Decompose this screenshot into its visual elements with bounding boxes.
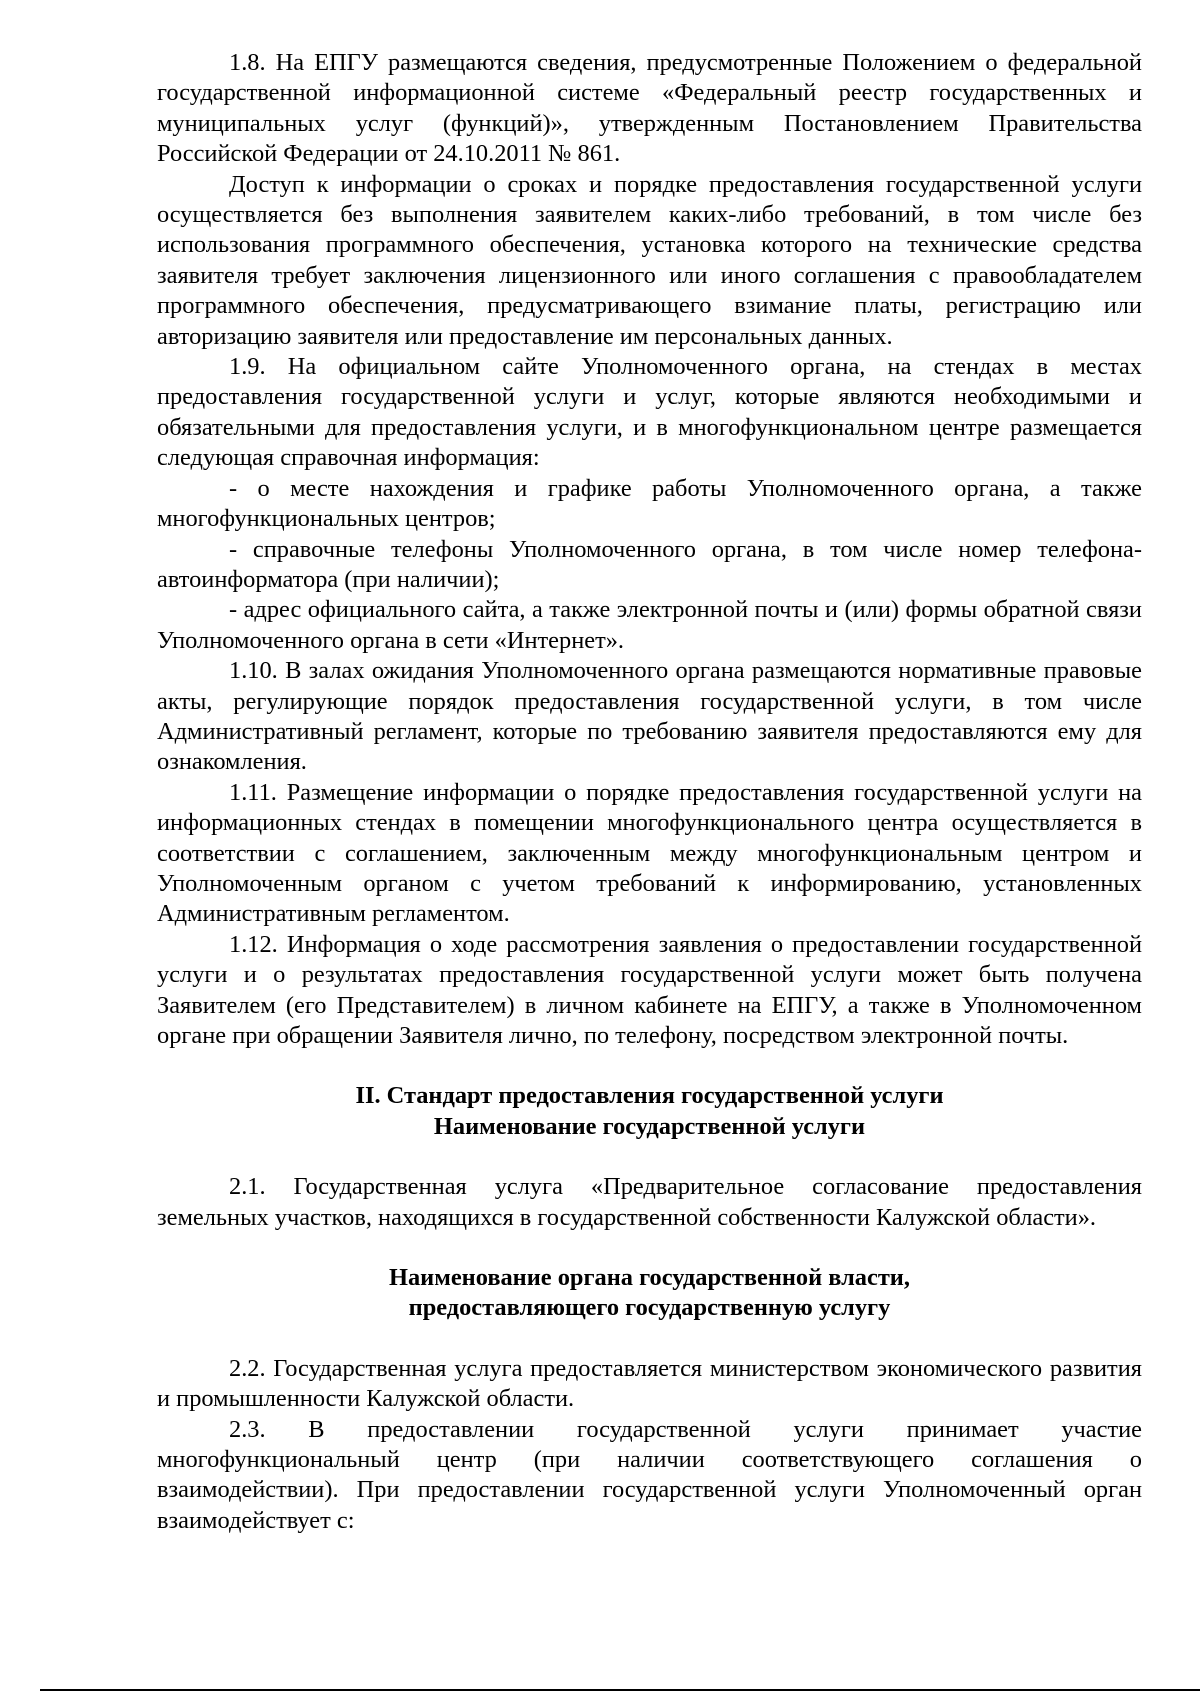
- section-heading-authority-line2: предоставляющего государственную услугу: [408, 1294, 891, 1322]
- list-item-phones: - справочные телефоны Уполномоченного органа, в том числе номер телефона-автоинформатора (при наличии);: [157, 535, 1142, 593]
- footer-divider: [40, 1689, 1200, 1691]
- section-heading-standard: II. Стандарт предоставления государственной услуги: [355, 1082, 944, 1110]
- paragraph-2-1: 2.1. Государственная услуга «Предварительное согласование предоставления земельных участков, находящихся в государственной собственности Калужской области».: [157, 1173, 1142, 1231]
- paragraph-1-10: 1.10. В залах ожидания Уполномоченного органа размещаются нормативные правовые акты, регулирующие порядок предоставления государственной услуги, в том числе Административный регламент, которые по требованию заявителя предоставляются ему для ознакомления.: [157, 657, 1142, 776]
- document-page: [157, 48, 1142, 1536]
- list-item-website: - адрес официального сайта, а также электронной почты и (или) формы обратной связи Уполномоченного органа в сети «Интернет».: [157, 596, 1142, 654]
- paragraph-2-2: 2.2. Государственная услуга предоставляется министерством экономического развития и промышленности Калужской области.: [157, 1354, 1142, 1413]
- list-item-location: - о месте нахождения и графике работы Уполномоченного органа, а также многофункциональных центров;: [157, 474, 1142, 533]
- paragraph-1-12: 1.12. Информация о ходе рассмотрения заявления о предоставлении государственной услуги и о результатах предоставления государственной услуги может быть получена Заявителем (его Представителем) в личном кабинете на ЕПГУ, а также в Уполномоченном органе при обращении Заявителя лично, по телефону, посредством электронной почты.: [157, 930, 1142, 1049]
- spacer: [157, 1324, 1142, 1354]
- paragraph-1-8: 1.8. На ЕПГУ размещаются сведения, предусмотренные Положением о федеральной государственной информационной системе «Федеральный реестр государственных и муниципальных услуг (функций)», утвержденным Постановлением Правительства Российской Федерации от 24.10.2011 № 861.: [157, 49, 1142, 168]
- paragraph-1-11: 1.11. Размещение информации о порядке предоставления государственной услуги на информационных стендах в помещении многофункционального центра осуществляется в соответствии с соглашением, заключенным между многофункциональным центром и Уполномоченным органом с учетом требований к информированию, установленных Административным регламентом.: [157, 778, 1142, 928]
- paragraph-1-9: 1.9. На официальном сайте Уполномоченного органа, на стендах в местах предоставления государственной услуги и услуг, которые являются необходимыми и обязательными для предоставления услуги, и в многофункциональном центре размещается следующая справочная информация:: [157, 353, 1142, 472]
- section-subheading-service-name: Наименование государственной услуги: [433, 1112, 866, 1140]
- spacer: [157, 1233, 1142, 1263]
- section-heading-authority: Наименование органа государственной власти,: [389, 1264, 910, 1292]
- paragraph-access-info: Доступ к информации о сроках и порядке предоставления государственной услуги осуществляется без выполнения заявителем каких-либо требований, в том числе без использования программного обеспечения, установка которого на технические средства заявителя требует заключения лицензионного или иного соглашения с правообладателем программного обеспечения, предусматривающего взимание платы, регистрацию или авторизацию заявителя или предоставление им персональных данных.: [157, 170, 1142, 350]
- spacer: [157, 1142, 1142, 1172]
- paragraph-2-3: 2.3. В предоставлении государственной услуги принимает участие многофункциональный центр (при наличии соответствующего соглашения о взаимодействии). При предоставлении государственной услуги Уполномоченный орган взаимодействует с:: [157, 1415, 1142, 1534]
- spacer: [157, 1051, 1142, 1081]
